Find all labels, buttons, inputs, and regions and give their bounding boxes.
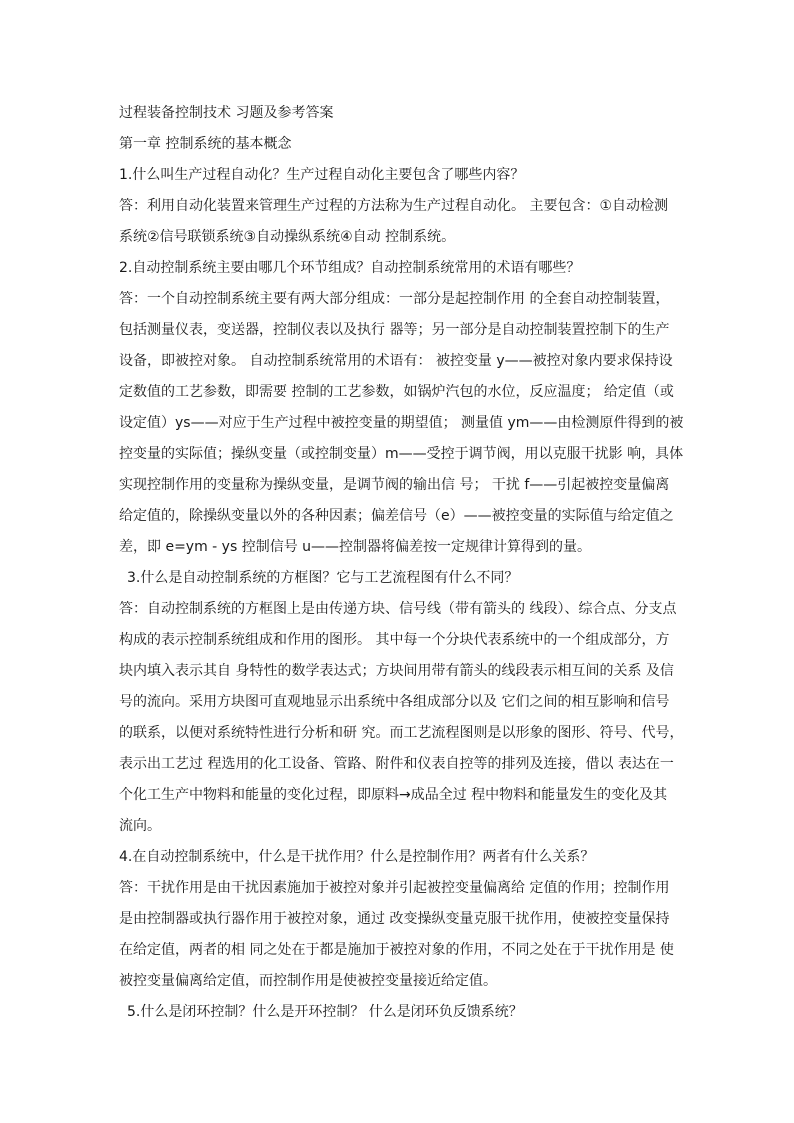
question-text: 4.在自动控制系统中，什么是干扰作用？什么是控制作用？两者有什么关系？ [119,849,595,865]
qa-section [119,997,679,1028]
answer-line: 被控变量偏离给定值，而控制作用是使被控变量接近给定值。 [119,973,497,989]
answer-line: 块内填入表示其自 身特性的数学表达式；方块间用带有箭头的线段表示相互间的关系 及信 [119,663,674,679]
qa-sections [119,160,684,1028]
question-text: 2.自动控制系统主要由哪几个环节组成？自动控制系统常用的术语有哪些？ [119,260,581,276]
answer-line: 实现控制作用的变量称为操纵变量，是调节阀的输出信 号； 干扰 f——引起被控变量偏离 [119,477,670,493]
chapter-heading: 第一章 控制系统的基本概念 [119,136,292,152]
question-text: 1.什么叫生产过程自动化？生产过程自动化主要包含了哪些内容？ [119,167,525,183]
qa-section [119,563,684,842]
answer-line: 答：干扰作用是由干扰因素施加于被控对象并引起被控变量偏离给 定值的作用；控制作用 [119,880,670,896]
answer-line: 的联系，以便对系统特性进行分析和研 究。而工艺流程图则是以形象的图形、符号、代号， [119,725,684,741]
answer-line: 在给定值，两者的相 同之处在于都是施加于被控对象的作用，不同之处在于干扰作用是 使 [119,942,674,958]
answer-line: 给定值的，除操纵变量以外的各种因素；偏差信号（e）——被控变量的实际值与给定值之 [119,508,674,524]
answer-line: 差，即 e=ym - ys 控制信号 u——控制器将偏差按一定规律计算得到的量。 [119,539,592,555]
answer-line: 答：利用自动化装置来管理生产过程的方法称为生产过程自动化。 主要包含：①自动检测 [119,198,668,214]
question-text: 5.什么是闭环控制？什么是开环控制？ 什么是闭环负反馈系统？ [127,1004,523,1020]
answer-line: 表示出工艺过 程选用的化工设备、管路、附件和仪表自控等的排列及连接，借以 表达在一 [119,756,674,772]
question-text: 3.什么是自动控制系统的方框图？它与工艺流程图有什么不同？ [127,570,519,586]
qa-section [119,160,679,253]
qa-section [119,842,679,997]
answer-line: 答：一个自动控制系统主要有两大部分组成：一部分是起控制作用 的全套自动控制装置， [119,291,670,307]
answer-line: 系统②信号联锁系统③自动操纵系统④自动 控制系统。 [119,229,456,245]
answer-line: 设定值）ys——对应于生产过程中被控变量的期望值； 测量值 ym——由检测原件得到的被 [119,415,684,431]
answer-line: 包括测量仪表，变送器，控制仪表以及执行 器等；另一部分是自动控制装置控制下的生产 [119,322,670,338]
answer-line: 定数值的工艺参数，即需要 控制的工艺参数，如锅炉汽包的水位，反应温度； 给定值（或 [119,384,674,400]
answer-line: 个化工生产中物料和能量的变化过程，即原料→成品全过 程中物料和能量发生的变化及其 [119,787,668,803]
answer-line: 控变量的实际值；操纵变量（或控制变量）m——受控于调节阀，用以克服干扰影 响，具体 [119,446,684,462]
document-title: 过程装备控制技术 习题及参考答案 [119,105,334,121]
document-page [119,98,684,1028]
answer-line: 号的流向。采用方块图可直观地显示出系统中各组成部分以及 它们之间的相互影响和信号 [119,694,670,710]
answer-line: 设备，即被控对象。 自动控制系统常用的术语有： 被控变量 y——被控对象内要求保持设 [119,353,673,369]
answer-line: 答：自动控制系统的方框图上是由传递方块、信号线（带有箭头的 线段）、综合点、分支点 [119,601,677,617]
answer-line: 构成的表示控制系统组成和作用的图形。 其中每一个分块代表系统中的一个组成部分，方 [119,632,670,648]
answer-line: 是由控制器或执行器作用于被控对象，通过 改变操纵变量克服干扰作用，使被控变量保持 [119,911,670,927]
qa-section [119,253,684,563]
answer-line: 流向。 [119,818,161,834]
